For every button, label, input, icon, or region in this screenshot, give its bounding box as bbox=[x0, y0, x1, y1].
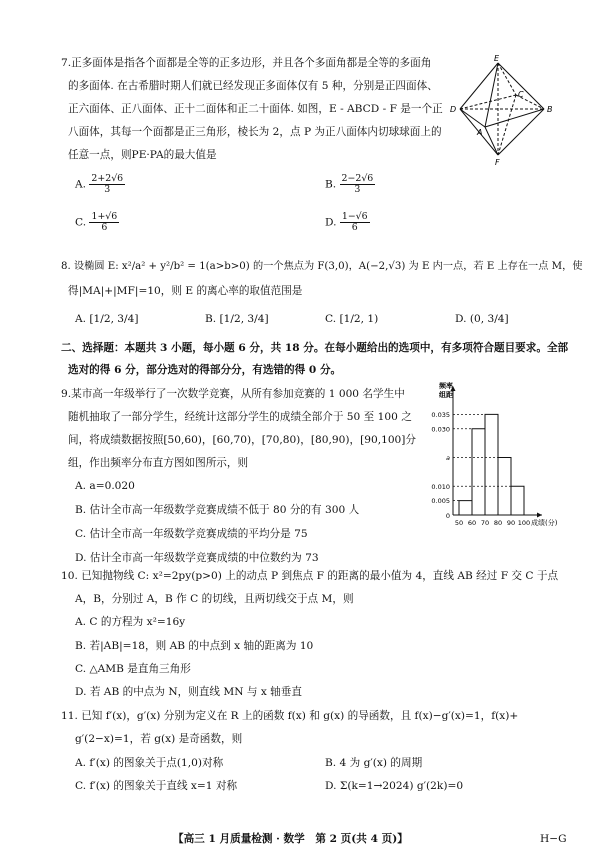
q9-line-1: 9.某市高一年级举行了一次数学竞赛，从所有参加竞赛的 1 000 名学生中 bbox=[61, 388, 405, 400]
q9-option-c: C. 估计全市高一年级数学竞赛成绩的平均分是 75 bbox=[75, 528, 308, 540]
q9-option-a: A. a=0.020 bbox=[75, 480, 135, 492]
y-tick-label: 0.035 bbox=[431, 410, 450, 419]
q8-option-a: A. [1/2, 3/4] bbox=[75, 313, 139, 325]
q8-option-b: B. [1/2, 3/4] bbox=[205, 313, 269, 325]
q8-option-c: C. [1/2, 1) bbox=[325, 313, 379, 325]
y-tick-label: a bbox=[446, 454, 450, 462]
q7-option-d: D. $\frac{1-√6}{6}$ bbox=[325, 211, 368, 233]
q7-line-1: 7.正多面体是指各个面都是全等的正多边形，并且各个多面角都是全等的多面角 bbox=[61, 57, 432, 69]
q10-line-1: 10. 已知抛物线 C: x²=2py(p>0) 上的动点 P 到焦点 F 的距离的最小值为 4，直线 AB 经过 F 交 C 于点 bbox=[61, 570, 559, 582]
origin-label: 0 bbox=[445, 512, 450, 520]
frequency-histogram bbox=[415, 380, 600, 530]
y-tick-label: 0.005 bbox=[431, 497, 450, 506]
x-tick-label: 80 bbox=[493, 519, 503, 527]
q10-option-b: B. 若|AB|=18，则 AB 的中点到 x 轴的距离为 10 bbox=[75, 640, 314, 652]
q7-line-5: 任意一点，则PE·PA的最大值是 bbox=[68, 149, 217, 161]
label-A: A bbox=[477, 128, 483, 137]
q9-line-3: 间，将成绩数据按照[50,60)，[60,70)，[70,80)，[80,90)，[90,100]分 bbox=[68, 434, 417, 446]
q9-line-2: 随机抽取了一部分学生，经统计这部分学生的成绩全部介于 50 至 100 之 bbox=[68, 411, 412, 423]
label-B: B bbox=[547, 105, 553, 114]
x-tick-label: 50 bbox=[454, 519, 464, 527]
x-tick-label: 90 bbox=[506, 519, 516, 527]
y-axis-label-top: 频率 bbox=[439, 382, 453, 390]
q8-line-1: 8. 设椭圆 E: x²/a² + y²/b² = 1(a>b>0) 的一个焦点为 F(3,0)，A(−2,√3) 为 E 内一点，若 E 上存在一点 M，使 bbox=[61, 261, 583, 272]
section2-header-line-1: 二、选择题：本题共 3 小题，每小题 6 分，共 18 分。在每小题给出的选项中，有多项符合题目要求。全部 bbox=[61, 342, 569, 354]
q7-option-b: B. $\frac{2-2√6}{3}$ bbox=[325, 173, 374, 195]
q11-option-b: B. 4 为 g′(x) 的周期 bbox=[325, 757, 423, 769]
q9-line-4: 组，作出频率分布直方图如图所示，则 bbox=[68, 457, 249, 469]
histogram-bar-90 bbox=[511, 486, 524, 515]
label-F: F bbox=[495, 158, 500, 167]
octahedron-figure bbox=[450, 55, 558, 167]
q11-line-2: g′(2−x)=1，若 g(x) 是奇函数，则 bbox=[75, 733, 243, 745]
q7-line-2: 的多面体. 在古希腊时期人们就已经发现正多面体仅有 5 种，分别是正四面体、 bbox=[68, 80, 438, 92]
section2-header-line-2: 选对的得 6 分，部分选对的得部分分，有选错的得 0 分。 bbox=[68, 364, 342, 376]
footer-page-info: 【高三 1 月质量检测 · 数学 第 2 页(共 4 页)】 bbox=[173, 833, 408, 845]
q11-line-1: 11. 已知 f′(x)，g′(x) 分别为定义在 R 上的函数 f(x) 和 g(x) 的导函数，且 f(x)−g′(x)=1，f(x)+ bbox=[61, 710, 519, 722]
q11-option-a: A. f′(x) 的图象关于点(1,0)对称 bbox=[75, 757, 224, 769]
q7-line-4: 八面体，其每一个面都是正三角形，棱长为 2，点 P 为正八面体内切球球面上的 bbox=[68, 126, 442, 138]
x-tick-label: 100 bbox=[517, 519, 531, 527]
label-C: C bbox=[518, 90, 524, 99]
label-D: D bbox=[450, 105, 457, 114]
q10-line-2: A，B，分别过 A，B 作 C 的切线，且两切线交于点 M，则 bbox=[75, 593, 354, 605]
q7-option-c: C. $\frac{1+√6}{6}$ bbox=[75, 211, 118, 233]
y-axis-label-bottom: 组距 bbox=[439, 391, 453, 399]
histogram-bar-70 bbox=[485, 414, 498, 515]
q8-line-2: 得|MA|+|MF|=10，则 E 的离心率的取值范围是 bbox=[68, 285, 303, 297]
x-axis-arrow bbox=[537, 513, 542, 518]
y-tick-label: 0.030 bbox=[431, 425, 450, 434]
x-tick-label: 70 bbox=[480, 519, 490, 527]
q9-option-b: B. 估计全市高一年级数学竞赛成绩不低于 80 分的有 300 人 bbox=[75, 504, 360, 516]
q9-option-d: D. 估计全市高一年级数学竞赛成绩的中位数约为 73 bbox=[75, 552, 319, 564]
q10-option-a: A. C 的方程为 x²=16y bbox=[75, 616, 186, 628]
x-axis-label: 成绩(分) bbox=[531, 519, 558, 527]
q11-option-d: D. Σ(k=1→2024) g′(2k)=0 bbox=[325, 780, 464, 792]
y-tick-label: 0.010 bbox=[431, 482, 450, 491]
q11-option-c: C. f′(x) 的图象关于直线 x=1 对称 bbox=[75, 780, 238, 792]
footer-code: H−G bbox=[540, 833, 567, 845]
histogram-bar-50 bbox=[459, 501, 472, 515]
histogram-bar-60 bbox=[472, 429, 485, 515]
x-tick-label: 60 bbox=[467, 519, 477, 527]
q10-option-c: C. △AMB 是直角三角形 bbox=[75, 663, 191, 675]
q8-option-d: D. (0, 3/4] bbox=[455, 313, 509, 325]
q7-option-a: A. $\frac{2+2√6}{3}$ bbox=[75, 173, 124, 195]
label-E: E bbox=[494, 55, 500, 63]
q10-option-d: D. 若 AB 的中点为 N，则直线 MN 与 x 轴垂直 bbox=[75, 686, 302, 698]
q7-line-3: 正六面体、正八面体、正十二面体和正二十面体. 如图，E - ABCD - F 是一个正 bbox=[68, 103, 443, 115]
